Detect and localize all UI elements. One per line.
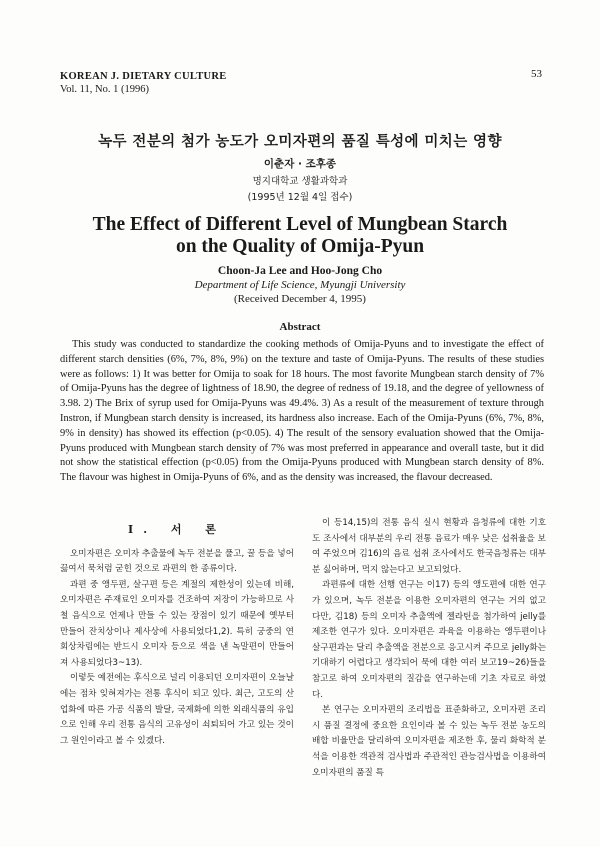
korean-title: 녹두 전분의 첨가 농도가 오미자편의 품질 특성에 미치는 영향: [98, 134, 502, 150]
page-number: 53: [531, 68, 542, 80]
english-received-date: (Received December 4, 1995): [234, 293, 366, 305]
english-affiliation: Department of Life Science, Myungji University: [194, 279, 406, 291]
paragraph: 과편류에 대한 선행 연구는 이17) 등의 앵도편에 대한 연구가 있으며, 녹두 전분을 이용한 오미자편의 연구는 거의 없고 다만, 김18) 등의 오미자 추출액에 젤라틴을 첨가하여 jelly를 제조한 연구가 있다. 오미자편은 과육을 이용하는 앵두편이나 살구편과는 달리 추출액을 전분으로 응고시켜 주므로 jelly화는 기대하기 어렵다고 생각되어 묵에 대한 여러 보고19~26)들을 참고로 하여 오미자편의 질감을 연구하는데 기초 자료로 하였다.: [312, 580, 546, 700]
korean-authors: 이춘자 · 조후종: [263, 158, 337, 170]
section-heading-introduction: I. 서 론: [128, 523, 226, 536]
english-title-line-1: The Effect of Different Level of Mungbean Starch: [92, 214, 508, 235]
abstract-text: This study was conducted to standardize the cooking methods of Omija-Pyuns and to investigate the effect of different starch densities (6%, 7%, 8%, 9%) on the texture and taste of Omija-Pyuns. The results of these studies were as follows: 1) It was better for Omija to soak for 18 hours. The most favorite Mungbean starch density of 7% of Omija-Pyuns has the degree of lightness of 18.90, the degree of redness of 19.18, and the degree of yellowness of 3.98. 2) The Brix of syrup used for Omija-Pyuns was 49.4%. 3) As a result of the measurement of texture through Instron, if Mungbean starch density is increased, its hardness also increase. Each of the Omija-Pyuns (6%, 7%, 8%, 9% in density) has showed its effection (p<0.05). 4) The result of the sensory evaluation showed that the Omija-Pyuns produced with Mungbean starch density of 7% was most preferred in appearance and overall taste, but it did not show the statistical effection (p<0.05) from the Omija-Pyuns produced with Mungbean starch density of 8%. The flavour was highest in Omija-Pyuns of 6%, and as the density was increased, the flavour decreased.: [60, 339, 544, 484]
journal-volume: Vol. 11, No. 1 (1996): [60, 84, 149, 95]
abstract-heading: Abstract: [279, 321, 321, 333]
paragraph: 이렇듯 예전에는 후식으로 널리 이용되던 오미자편이 오늘날에는 점차 잊혀져가는 전통 후식이 되고 있다. 최근, 고도의 산업화에 따른 가공 식품의 발달, 국제화에 의한 외래식품의 유입으로 인해 우리 전통 음식의 고유성이 쇠퇴되어 가고 있는 것이 그 원인이라고 볼 수 있겠다.: [60, 673, 294, 746]
english-title-line-2: on the Quality of Omija-Pyun: [175, 236, 425, 257]
body-column-right: [312, 516, 546, 781]
body-column-left: [60, 516, 294, 749]
journal-name: KOREAN J. DIETARY CULTURE: [60, 71, 227, 82]
paragraph: 오미자편은 오미자 추출물에 녹두 전분을 풀고, 꿀 등을 넣어 끓여서 묵처럼 굳힌 것으로 과편의 한 종류이다.: [60, 548, 294, 575]
paragraph: 본 연구는 오미자편의 조리법을 표준화하고, 오미자편 조리시 품질 결정에 중요한 요인이라 볼 수 있는 녹두 전분 농도의 배합 비율만을 달리하여 오미자편을 제조한 후, 물리 화학적 분석을 이용한 객관적 검사법과 주관적인 관능검사법을 이용하여 오미자편의 품질 특: [312, 705, 546, 778]
journal-header: [60, 70, 227, 96]
english-authors: Choon-Ja Lee and Hoo-Jong Cho: [217, 265, 383, 277]
english-title: [40, 214, 560, 258]
paragraph: 과편 중 앵두편, 살구편 등은 계절의 제한성이 있는데 비해, 오미자편은 주재료인 오미자를 건조하여 저장이 가능하므로 사철 음식으로 언제나 만들 수 있는 장점이 있기 때문에 옛부터 만들어 잔치상이나 제사상에 사용되었다1,2). 특히 궁중의 연회상차림에는 반드시 오미자 등으로 색을 낸 녹말편이 만들어져 사용되었다3~13).: [60, 579, 294, 668]
korean-affiliation: 명지대학교 생활과학과: [252, 176, 348, 187]
paragraph: 이 등14,15)의 전통 음식 실시 현황과 음청류에 대한 기호도 조사에서 대부분의 우리 전통 음료가 매우 낮은 섭취율을 보여 주었으며 김16)의 음료 섭취 조사에서도 한국음청류는 대부분 싫어하며, 먹지 않는다고 보고되었다.: [312, 518, 546, 575]
korean-received-date: (1995년 12월 4일 접수): [247, 192, 353, 203]
